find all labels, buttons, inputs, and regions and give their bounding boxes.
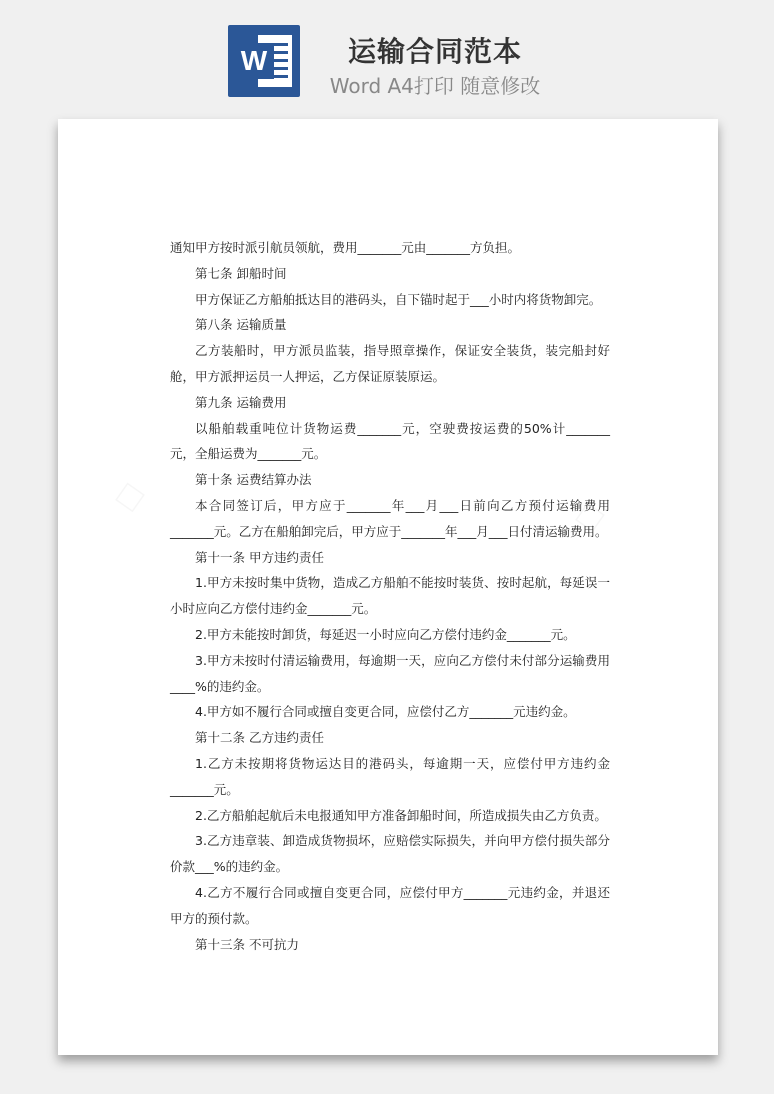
document-paragraph: 1.甲方未按时集中货物，造成乙方船舶不能按时装货、按时起航，每延误一小时应向乙方偿付违约金_______元。: [170, 575, 610, 617]
document-paragraph: 3.甲方未按时付清运输费用，每逾期一天，应向乙方偿付未付部分运输费用____%的违约金。: [170, 652, 610, 694]
document-paragraph: 第九条 运输费用: [195, 394, 287, 410]
document-paragraph: 第十二条 乙方违约责任: [195, 730, 324, 746]
document-paragraph: 第八条 运输质量: [195, 317, 287, 333]
document-paragraph: 第十条 运费结算办法: [195, 472, 312, 488]
page-header: [0, 0, 774, 118]
document-paragraph: 第十一条 甲方违约责任: [195, 549, 324, 565]
document-page: [58, 119, 718, 1055]
watermark: [111, 474, 152, 516]
document-paragraph: 3.乙方违章装、卸造成货物损坏，应赔偿实际损失，并向甲方偿付损失部分价款___%的违约金。: [170, 833, 610, 875]
document-paragraph: 乙方装船时，甲方派员监装，指导照章操作，保证安全装货，装完船封好舱，甲方派押运员一人押运，乙方保证原装原运。: [170, 343, 610, 384]
document-body: [170, 235, 610, 957]
document-paragraph: 第十三条 不可抗力: [195, 936, 299, 952]
document-paragraph: 2.乙方船舶起航后未电报通知甲方准备卸船时间，所造成损失由乙方负责。: [195, 807, 607, 823]
document-paragraph: 本合同签订后，甲方应于_______年___月___日前向乙方预付运输费用_______元。乙方在船舶卸完后，甲方应于_______年___月___日付清运输费用。: [170, 497, 610, 539]
document-paragraph: 1.乙方未按期将货物运达目的港码头，每逾期一天，应偿付甲方违约金_______元。: [170, 755, 610, 797]
page-subtitle: Word A4打印 随意修改: [329, 74, 541, 98]
document-paragraph: 甲方保证乙方船舶抵达目的港码头，自下锚时起于___小时内将货物卸完。: [195, 291, 602, 307]
document-paragraph: 以船舶载重吨位计货物运费_______元，空驶费按运费的50%计_______元，全船运费为_______元。: [170, 420, 610, 462]
document-paragraph: 2.甲方未能按时卸货，每延迟一小时应向乙方偿付违约金_______元。: [195, 626, 576, 642]
word-document-icon: [228, 25, 300, 97]
document-paragraph: 通知甲方按时派引航员领航，费用_______元由_______方负担。: [170, 240, 521, 255]
document-paragraph: 第七条 卸船时间: [195, 265, 287, 281]
document-paragraph: 4.乙方不履行合同或擅自变更合同，应偿付甲方_______元违约金，并退还甲方的预付款。: [170, 884, 610, 926]
page-title: 运输合同范本: [347, 35, 522, 68]
document-paragraph: 4.甲方如不履行合同或擅自变更合同，应偿付乙方_______元违约金。: [195, 704, 576, 720]
word-icon-letter: W: [234, 43, 274, 79]
